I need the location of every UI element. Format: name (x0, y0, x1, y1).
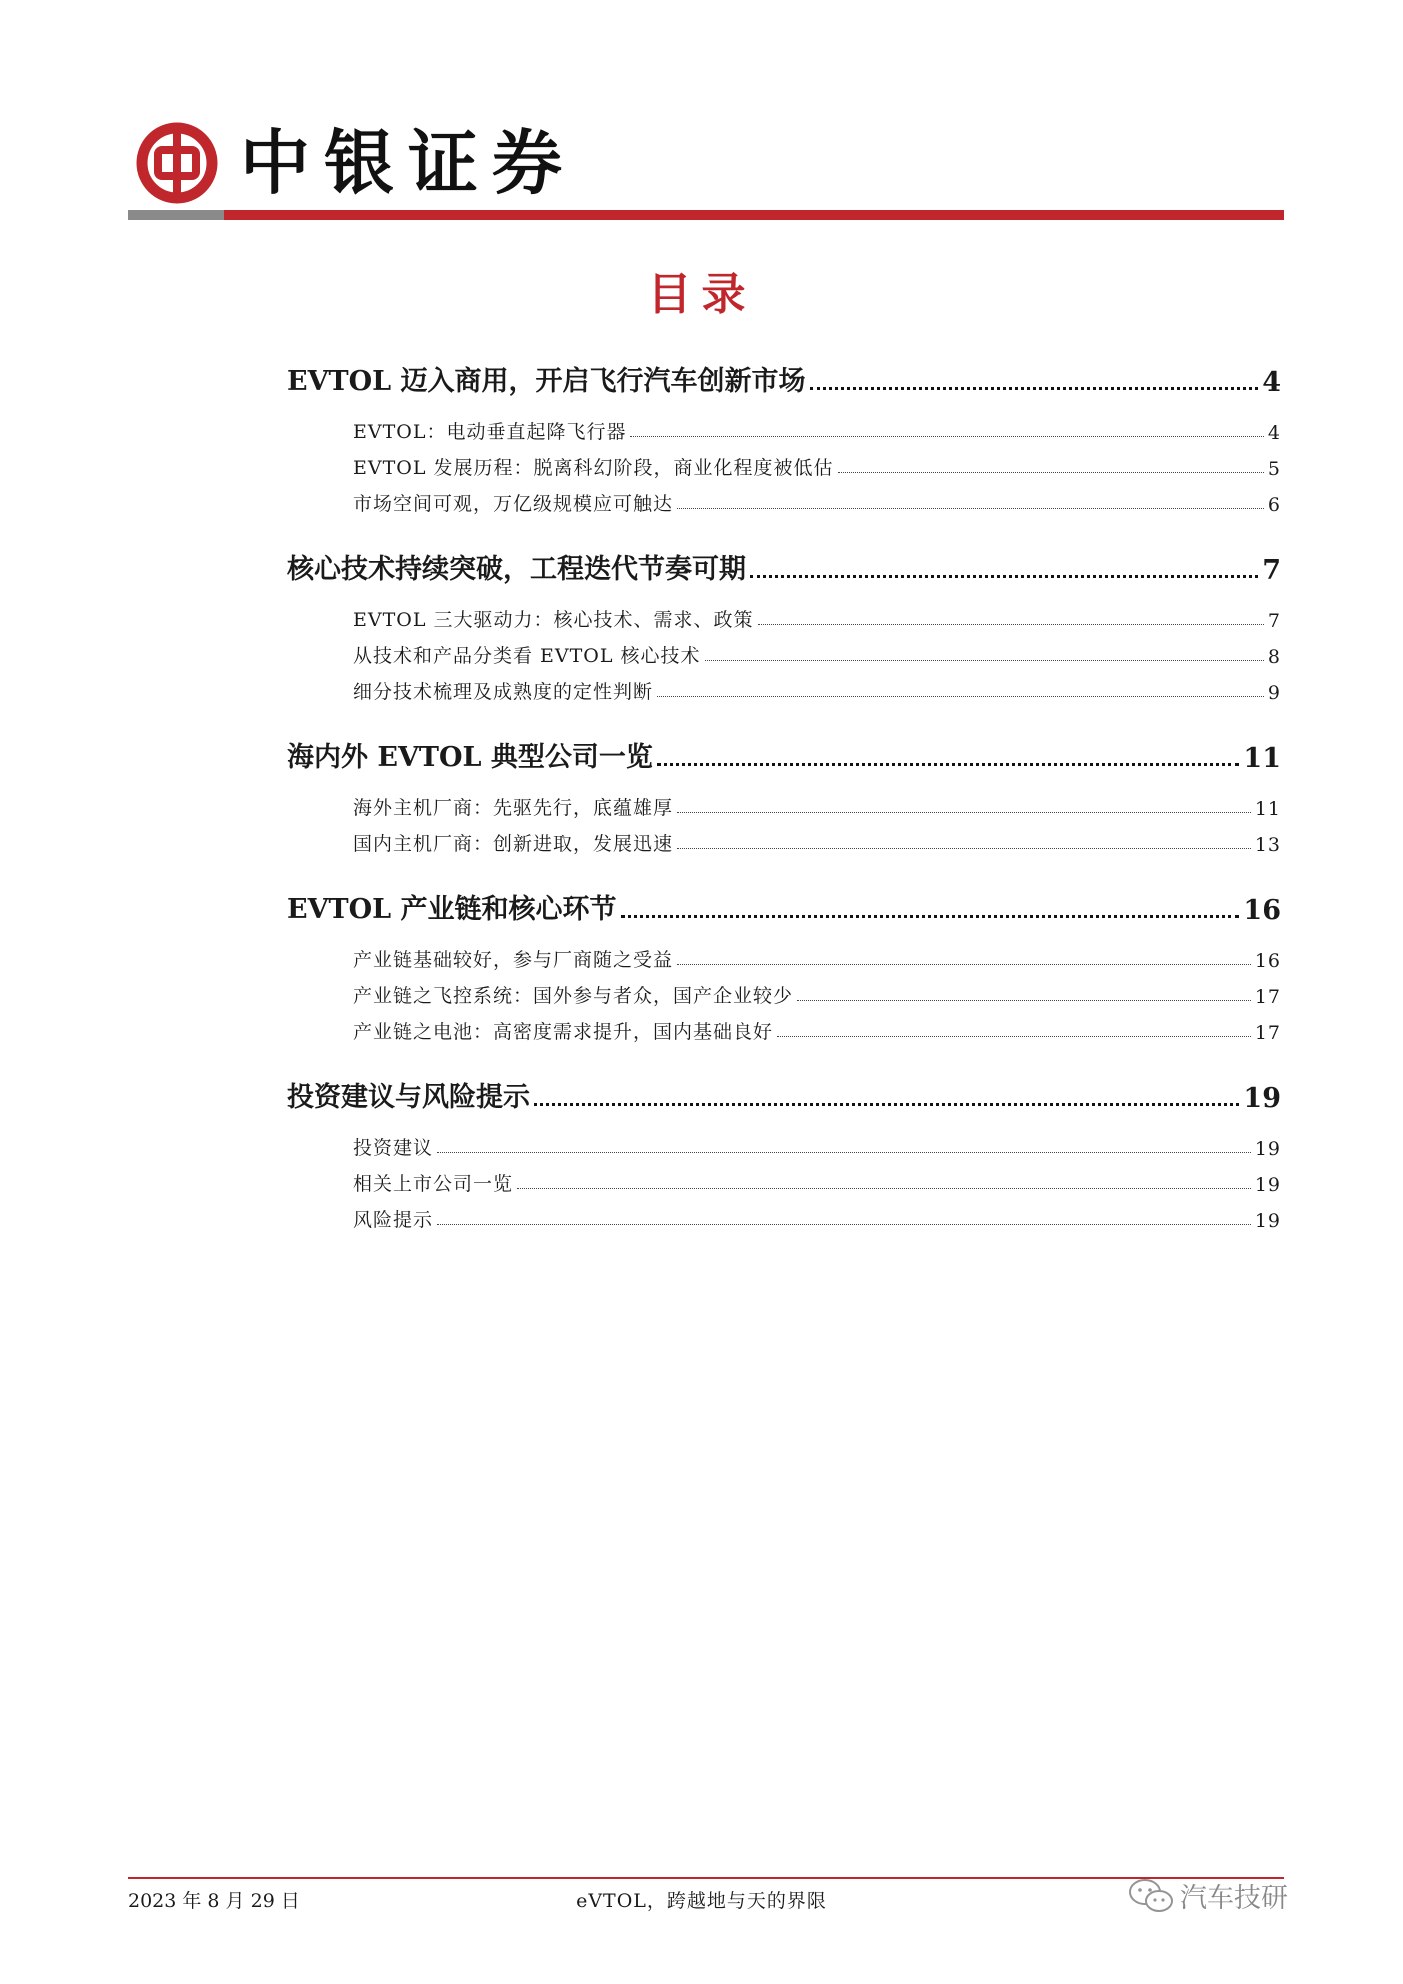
toc-entry-page: 7 (1262, 555, 1281, 586)
toc-entry-page: 7 (1267, 610, 1281, 632)
dot-leader (797, 1000, 1251, 1001)
dot-leader (621, 915, 1240, 918)
header-divider-accent (128, 210, 224, 220)
toc-section (287, 1066, 1281, 1232)
toc-entry-title: 相关上市公司一览 (353, 1173, 514, 1195)
toc-entry-title: 海内外 EVTOL 典型公司一览 (287, 742, 653, 773)
toc-sub-list (287, 936, 1281, 1044)
wechat-watermark (1128, 1876, 1288, 1915)
dot-leader (677, 812, 1251, 813)
dot-leader (750, 575, 1258, 578)
toc-sub-list (287, 408, 1281, 516)
toc-entry-title: 产业链之电池：高密度需求提升，国内基础良好 (353, 1021, 774, 1043)
dot-leader (705, 660, 1264, 661)
toc-entry-page: 17 (1254, 1022, 1281, 1044)
toc-section (287, 878, 1281, 1044)
toc-entry-sub[interactable] (353, 408, 1281, 444)
toc-entry-page: 17 (1254, 986, 1281, 1008)
dot-leader (758, 624, 1264, 625)
toc-entry-page: 19 (1254, 1138, 1281, 1160)
toc-entry-page: 19 (1254, 1210, 1281, 1232)
dot-leader (677, 508, 1264, 509)
toc-entry-title: EVTOL 迈入商用，开启飞行汽车创新市场 (287, 366, 806, 397)
footer-date: 2023 年 8 月 29 日 (128, 1890, 300, 1912)
toc-entry-title: 投资建议与风险提示 (287, 1082, 530, 1113)
toc-entry-page: 9 (1267, 682, 1281, 704)
toc-entry-title: 产业链之飞控系统：国外参与者众，国产企业较少 (353, 985, 794, 1007)
toc-entry-main[interactable] (287, 726, 1281, 774)
dot-leader (534, 1103, 1239, 1106)
toc-entry-page: 8 (1267, 646, 1281, 668)
toc-entry-sub[interactable] (353, 668, 1281, 704)
toc-entry-page: 13 (1254, 834, 1281, 856)
toc-entry-sub[interactable] (353, 480, 1281, 516)
toc-entry-page: 5 (1267, 458, 1281, 480)
dot-leader (630, 436, 1263, 437)
toc-entry-page: 6 (1267, 494, 1281, 516)
toc-entry-title: 核心技术持续突破，工程迭代节奏可期 (287, 554, 746, 585)
dot-leader (777, 1036, 1251, 1037)
toc-entry-main[interactable] (287, 538, 1281, 586)
footer-report-title: eVTOL，跨越地与天的界限 (576, 1890, 827, 1912)
toc-entry-page: 16 (1254, 950, 1281, 972)
toc-sub-list (287, 1124, 1281, 1232)
toc-entry-sub[interactable] (353, 1196, 1281, 1232)
toc-entry-sub[interactable] (353, 444, 1281, 480)
wechat-icon (1128, 1877, 1174, 1915)
toc-sub-list (287, 596, 1281, 704)
toc-entry-page: 19 (1254, 1174, 1281, 1196)
toc-entry-title: 国内主机厂商：创新进取，发展迅速 (353, 833, 674, 855)
dot-leader (437, 1152, 1251, 1153)
toc-entry-sub[interactable] (353, 972, 1281, 1008)
toc-entry-page: 19 (1243, 1083, 1281, 1114)
toc-entry-page: 4 (1267, 422, 1281, 444)
toc-entry-title: 细分技术梳理及成熟度的定性判断 (353, 681, 654, 703)
dot-leader (677, 848, 1251, 849)
header-divider (128, 210, 1284, 220)
dot-leader (838, 472, 1264, 473)
bank-of-china-logo-icon (136, 122, 218, 204)
dot-leader (810, 387, 1259, 390)
toc-entry-main[interactable] (287, 1066, 1281, 1114)
toc-entry-title: EVTOL 三大驱动力：核心技术、需求、政策 (353, 609, 754, 631)
toc-entry-title: 从技术和产品分类看 EVTOL 核心技术 (353, 645, 701, 667)
toc-entry-title: 投资建议 (353, 1137, 434, 1159)
toc-entry-title: 市场空间可观，万亿级规模应可触达 (353, 493, 674, 515)
toc-entry-sub[interactable] (353, 1008, 1281, 1044)
dot-leader (657, 696, 1264, 697)
toc-entry-sub[interactable] (353, 820, 1281, 856)
toc-section (287, 538, 1281, 704)
toc-section (287, 726, 1281, 856)
table-of-contents (287, 350, 1281, 1254)
toc-entry-main[interactable] (287, 350, 1281, 398)
dot-leader (657, 763, 1239, 766)
toc-entry-sub[interactable] (353, 936, 1281, 972)
toc-entry-sub[interactable] (353, 596, 1281, 632)
dot-leader (517, 1188, 1251, 1189)
toc-sub-list (287, 784, 1281, 856)
page-header (128, 118, 1284, 218)
toc-entry-page: 11 (1254, 798, 1281, 820)
toc-entry-sub[interactable] (353, 1160, 1281, 1196)
dot-leader (437, 1224, 1251, 1225)
toc-entry-title: EVTOL 产业链和核心环节 (287, 894, 617, 925)
footer-divider (128, 1877, 1284, 1879)
toc-entry-page: 16 (1243, 895, 1281, 926)
toc-entry-title: 产业链基础较好，参与厂商随之受益 (353, 949, 674, 971)
toc-section (287, 350, 1281, 516)
toc-title: 目录 (647, 269, 756, 320)
toc-entry-title: 海外主机厂商：先驱先行，底蕴雄厚 (353, 797, 674, 819)
brand-name: 中银证券 (240, 121, 576, 204)
dot-leader (677, 964, 1251, 965)
toc-entry-sub[interactable] (353, 784, 1281, 820)
toc-entry-title: EVTOL 发展历程：脱离科幻阶段，商业化程度被低估 (353, 457, 834, 479)
toc-entry-sub[interactable] (353, 632, 1281, 668)
toc-entry-page: 4 (1262, 367, 1281, 398)
toc-entry-sub[interactable] (353, 1124, 1281, 1160)
watermark-text: 汽车技研 (1180, 1883, 1288, 1914)
toc-entry-main[interactable] (287, 878, 1281, 926)
toc-entry-title: 风险提示 (353, 1209, 434, 1231)
toc-entry-page: 11 (1243, 743, 1281, 774)
toc-entry-title: EVTOL：电动垂直起降飞行器 (353, 421, 627, 443)
